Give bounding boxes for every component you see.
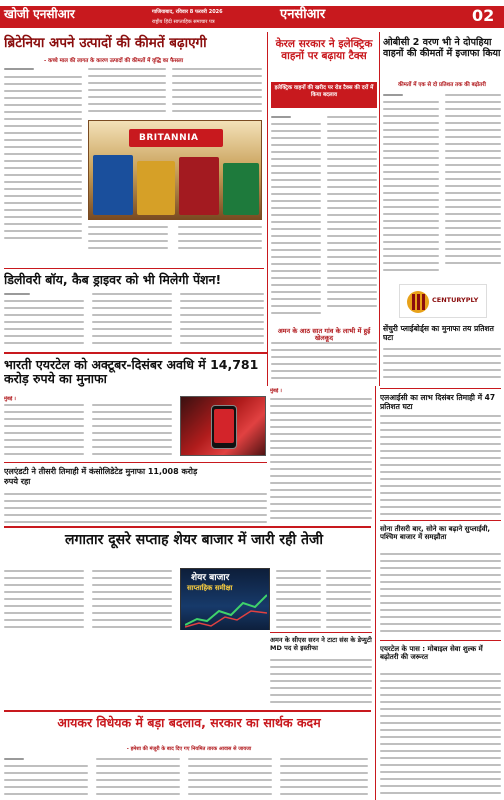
income-tax-body: [4, 756, 371, 800]
village-body: [271, 340, 377, 386]
gold-body: [380, 551, 501, 638]
masthead-red-bar: [0, 6, 504, 28]
kerala-subhead: इलेक्ट्रिक वाहनों की खरीद पर रोड टैक्स की दरों में किया बदलाव: [274, 85, 374, 99]
markets-photo-title: शेयर बाजार: [191, 573, 230, 583]
kerala-headline: केरल सरकार ने इलेक्ट्रिक वाहनों पर बढ़ाया टैक्स: [275, 38, 373, 63]
airtel-dateline-left: मुंबई ।: [4, 396, 16, 402]
product-pack-3: [179, 157, 219, 215]
airtel-dateline-right: मुंबई ।: [270, 388, 282, 394]
page-number: 02: [472, 6, 495, 25]
masthead: [0, 0, 504, 32]
century-headline: सेंचुरी प्लाईबोर्ड्स का मुनाफा तय प्रतिशत घटा: [383, 324, 494, 342]
section-title: एनसीआर: [280, 7, 326, 22]
centuryply-logo-box: [399, 284, 487, 318]
britannia-headline: ब्रिटेनिया अपने उत्पादों की कीमतें बढ़ाएगी: [4, 35, 207, 51]
obc-body: [383, 92, 501, 282]
divider-vertical-2: [379, 32, 380, 386]
income-tax-subhead: - हमेशा की मंजूरी के बाद दिए गए नियमित तारक आवास से जायजा: [126, 746, 252, 752]
markets-graph-icon: [185, 593, 267, 629]
airtel-phone-photo: [180, 396, 266, 456]
story-airtel-right: [270, 388, 372, 524]
obc-headline: ओबीसी 2 वरण भी ने दोपहिया वाहनों की कीमतों में इजाफा किया: [383, 37, 501, 59]
power-headline: एयरटेल के पास : मोबाइल सेवा शुल्क में बढ़ोतरी की जरूरत: [380, 645, 483, 662]
phone-screen: [214, 409, 234, 443]
product-pack-2: [137, 161, 175, 215]
britannia-body-col1: [4, 66, 82, 256]
tata-body: [270, 657, 372, 708]
markets-photo: [180, 568, 270, 630]
income-tax-headline: आयकर विधेयक में बड़ा बदलाव, सरकार का सार्थक कदम: [57, 715, 321, 730]
village-headline: अमन के आठ सात गांव के लाभी में हुई खेलकूद: [277, 327, 371, 343]
divider-vertical-3: [375, 386, 376, 800]
markets-headline: लगातार दूसरे सप्ताह शेयर बाजार में जारी रही तेजी: [64, 532, 323, 548]
britannia-product-photo: [88, 120, 262, 220]
airtel-headline: भारती एयरटेल को अक्टूबर-दिसंबर अवधि में 14,781 करोड़ रुपये का मुनाफा: [4, 357, 259, 387]
kerala-body: [271, 114, 377, 324]
story-markets: [4, 526, 371, 630]
story-britannia: [4, 34, 264, 266]
masthead-tagline: राष्ट्रीय हिंदी साप्ताहिक समाचार पत्र: [152, 19, 215, 25]
britannia-logo: BRITANNIA: [139, 133, 199, 143]
masthead-brand: खोजी एनसीआर: [4, 7, 75, 21]
story-power: [380, 640, 501, 800]
centuryply-logo-icon: [406, 290, 430, 314]
story-delivery: [4, 268, 264, 350]
divider-vertical-1: [267, 32, 268, 386]
story-lt: [4, 462, 267, 524]
story-income-tax: [4, 710, 371, 800]
story-tata: [270, 632, 372, 708]
century-body: [383, 346, 501, 386]
lt-body: [4, 491, 267, 524]
lic-body: [380, 413, 501, 518]
gold-headline: सोना तीसरी बार, सोने का बढ़ाने सुप्लाईवी, पश्चिम बाजार में समझौता: [380, 525, 491, 542]
britannia-body-col2: [88, 66, 166, 116]
britannia-subhead: - कच्चे माल की लागत के कारण उत्पादों की कीमतों में वृद्धि का फैसला: [44, 58, 184, 64]
britannia-body-lower: [88, 224, 262, 264]
obc-subhead: कीमतों में एक से दो प्रतिशत तक की बढ़ोतरी: [398, 82, 486, 88]
airtel-right-body: [270, 396, 372, 524]
story-obc: [383, 34, 501, 386]
story-gold: [380, 520, 501, 638]
lic-headline: एलआईसी का लाभ दिसंबर तिमाही में 47 प्रतिशत घटा: [380, 393, 496, 411]
markets-body-left: [4, 568, 174, 630]
story-lic: [380, 388, 501, 518]
masthead-dateline: गाजियाबाद, रविवार 8 फरवरी 2026: [152, 9, 223, 15]
story-kerala: [271, 34, 377, 386]
product-pack-1: [93, 155, 133, 215]
power-body: [380, 671, 501, 800]
centuryply-brand: CENTURYPLY: [432, 296, 479, 304]
lt-headline: एलएंडटी ने तीसरी तिमाही में कंसोलिडेटेड मुनाफा 11,008 करोड़ रुपये रहा: [4, 467, 198, 486]
delivery-headline: डिलीवरी बॉय, कैब ड्राइवर को भी मिलेगी पेंशन!: [4, 272, 222, 287]
product-pack-4: [223, 163, 259, 215]
markets-photo-subtitle: साप्ताहिक समीक्षा: [187, 584, 233, 592]
tata-headline: अमन के सीएस सरन ने टाटा संस के डेप्युटी MD पद से इस्तीफा: [270, 636, 372, 652]
markets-body-right: [276, 568, 371, 630]
delivery-body: [4, 291, 264, 350]
airtel-body: [4, 396, 267, 460]
